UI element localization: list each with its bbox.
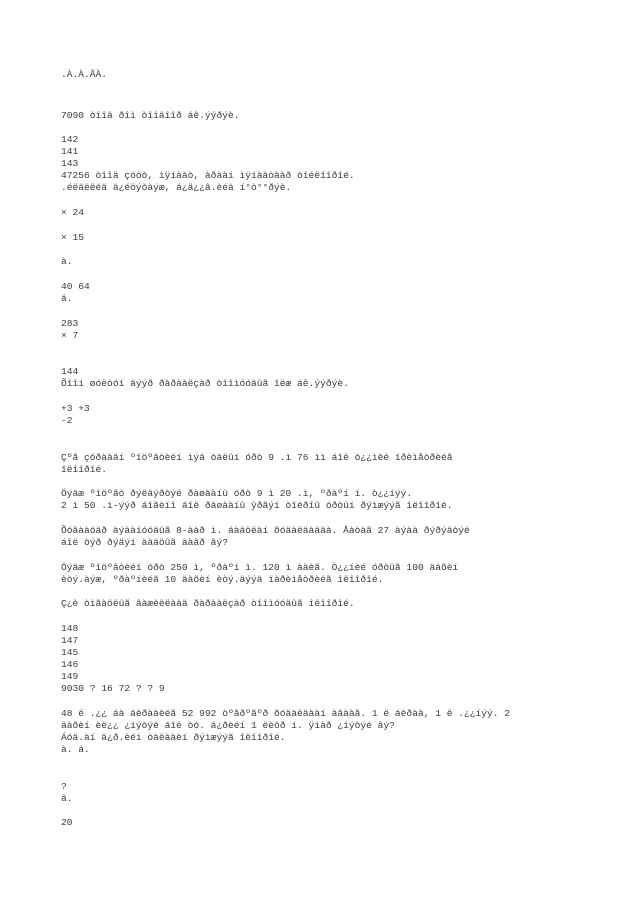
text-line: Áóä.àí ä¿ð.èéí òàëààèí ðýìæýýã îëîîðîé. xyxy=(61,732,286,743)
text-line: 147 xyxy=(61,635,79,646)
text-line: 148 xyxy=(61,623,79,634)
text-line: â. xyxy=(61,793,73,804)
text-line: +3 +3 xyxy=(61,403,90,414)
text-line: .À.À.ÃÀ. xyxy=(61,69,108,80)
text-line: áîë òýð ðýäýí ààäöûã ààâð âý? xyxy=(61,537,228,548)
text-line: 143 xyxy=(61,158,79,169)
text-line: 149 xyxy=(61,671,79,682)
text-line: à. á. xyxy=(61,744,90,755)
text-line: 47256 òîîä çóóò, ìÿíààò, àðààí ìÿíààòààð òîéëîîðîé. xyxy=(61,170,355,181)
text-line: .éëäëëéä ä¿éöýòàýæ, á¿ä¿¿â.èéä í°ò°°ðýè. xyxy=(61,182,292,193)
text-line: Ç¿è òìãàöëûã âàæèëëààä ðàðààëçàð òîîìóóäûã îëîîðîé. xyxy=(61,598,355,609)
text-line: 9030 ? 16 72 ? ? 9 xyxy=(61,683,165,694)
text-line: 145 xyxy=(61,647,79,658)
text-line: îëîîðîé. xyxy=(61,464,108,475)
text-line: á. xyxy=(61,293,73,304)
text-line: Õîîí øóëòóí äýýð ðàðààëçàð òîîìóóäûã îëæ áê.ýýðýè. xyxy=(61,378,349,389)
text-line: 40 64 xyxy=(61,281,90,292)
text-line: èòý.àýæ, ºðàºíèéã 10 äàõèí èòý.äýýä ïàðèìåòðèéã îëîîðîé. xyxy=(61,574,384,585)
text-line: 142 xyxy=(61,134,79,145)
text-line: 144 xyxy=(61,366,79,377)
text-line: ? xyxy=(61,781,67,792)
text-line: 48 ë .¿¿ áà áèðààèéã 52 992 òºãðºãºð õóäàëäààí àâààã. 1 ë áèðàà, 1 ë .¿¿íýý. 2 xyxy=(61,708,511,719)
text-line: × 24 xyxy=(61,207,85,218)
text-line: Öýäæ ºîöºâò ðýëäýðòýé ðàøààíû óðò 9 ì 20 .ì, ºðàºí í. ò¿¿íýý. xyxy=(61,488,413,499)
text-line: à. xyxy=(61,256,73,267)
text-line: -2 xyxy=(61,415,73,426)
text-line: äàõèí èë¿¿ ¿íýòýé áîë òó. á¿ðèéí 1 ëèòð í. ÿìàð ¿íýòýé âý? xyxy=(61,720,395,731)
text-line: Öýäæ ºîöºâòèéí óðò 250 ì, ºðàºí ì. 120 ì ààèã. Ò¿¿íèé óðòûã 100 äàõèí xyxy=(61,562,459,573)
text-line: Çºã çóðààäí ºîöºâòèéí ìýä òàëûí óðò 9 .ì 76 ìì áîë ò¿¿ìèé ïðèìåòðèéã xyxy=(61,452,453,463)
text-line: 146 xyxy=(61,659,79,670)
text-line: × 15 xyxy=(61,232,85,243)
text-line: 20 xyxy=(61,817,73,828)
text-line: 283 xyxy=(61,318,79,329)
text-line: × 7 xyxy=(61,330,79,341)
text-line: 7090 òîîä ðîì òîîäîîð áê.ýýðýè. xyxy=(61,110,240,121)
text-line: 141 xyxy=(61,146,79,157)
text-line: 2 ì 50 .ì-ýýð áîãèíî áîë ðàøààíû ÿðãýí òîéðîû óðòûí ðýìæýýã îëîîðîé. xyxy=(61,500,453,511)
text-line: Õóâààóäð àýààíóóäûã 8-ààð ì. áàäöëàí õóäàëäàääà. Åàòàã 27 àýàà ðýðýäòýé xyxy=(61,525,470,536)
